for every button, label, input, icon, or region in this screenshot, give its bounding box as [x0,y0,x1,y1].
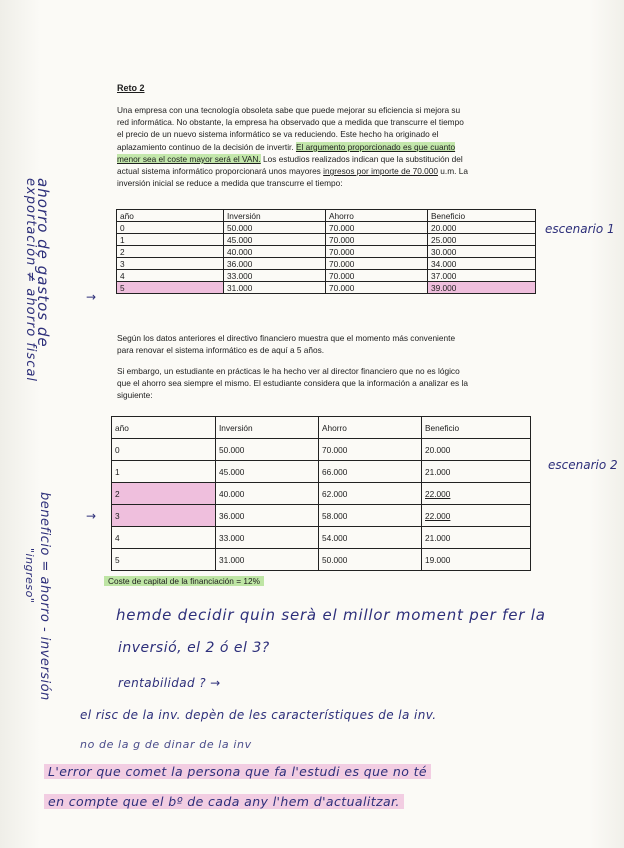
handwritten-line-7: en compte que el bº de cada any l'hem d'actualitzar. [44,794,404,809]
handwritten-line-5: no de la g de dinar de la inv [80,738,252,751]
table-cell: 50.000 [224,222,326,234]
table-cell: 39.000 [428,282,536,294]
table-cell: 50.000 [319,549,422,571]
header-cell: Inversión [216,417,319,439]
table-row [117,234,536,246]
table-cell: 70.000 [326,234,428,246]
header-cell: año [117,210,224,222]
table-cell: 25.000 [428,234,536,246]
side-note-2: exportación ≠ ahorro fiscal [23,178,38,383]
table-cell: 45.000 [216,461,319,483]
arrow-icon: → [86,509,97,523]
table-row [117,222,536,234]
table-cell: 21.000 [422,461,531,483]
handwritten-line-1: hemde decidir quin serà el millor moment per fer la [116,606,546,624]
table-cell: 20.000 [422,439,531,461]
intro-line-6c: u.m. La [438,166,468,177]
intro-line-2: red informática. No obstante, la empresa ha observado que a medida que transcurre el tiempo [117,117,464,128]
paragraph-line: siguiente: [117,390,153,401]
table-cell: 70.000 [326,282,428,294]
intro-line-4 [117,141,537,153]
table-cell: 2 [112,483,216,505]
table-row [117,246,536,258]
highlight-ingresos: ingresos por importe de 70.000 [323,166,438,177]
table-cell: 20.000 [428,222,536,234]
table-cell: 3 [112,505,216,527]
table-cell: 30.000 [428,246,536,258]
table-cell: 31.000 [216,549,319,571]
side-note-3: beneficio = ahorro - inversión [37,492,52,701]
capital-cost-note: Coste de capital de la financiación = 12% [104,576,264,586]
table-row [112,549,531,571]
table-row [117,282,536,294]
table-cell: 54.000 [319,527,422,549]
header-cell: Ahorro [319,417,422,439]
table-cell: 70.000 [326,258,428,270]
header-cell: Ahorro [326,210,428,222]
table-cell: 37.000 [428,270,536,282]
intro-line-1: Una empresa con una tecnología obsoleta sabe que puede mejorar su eficiencia si mejora su [117,105,461,115]
table-cell: 70.000 [326,222,428,234]
table-cell: 50.000 [216,439,319,461]
table-cell: 70.000 [326,246,428,258]
table-header-row [112,417,531,439]
paragraph-line: Si embargo, un estudiante en prácticas le ha hecho ver al director financiero que no es lógico [117,366,460,376]
table-cell: 33.000 [224,270,326,282]
table-cell: 36.000 [224,258,326,270]
table-cell: 40.000 [224,246,326,258]
table-row [112,439,531,461]
header-cell: Beneficio [422,417,531,439]
intro-line-6 [117,165,537,177]
intro-line-5b: Los estudios realizados indican que la substitución del [260,153,463,164]
margin-note-scenario-1: escenario 1 [545,222,615,236]
table-cell: 36.000 [216,505,319,527]
table-row [112,461,531,483]
table-cell: 0 [117,222,224,234]
document-title: Reto 2 [117,83,145,93]
table-scenario-2 [111,416,531,571]
table-cell: 70.000 [326,270,428,282]
paragraph-line: que el ahorro sea siempre el mismo. El estudiante considera que la información a analizar es la [117,378,468,389]
side-note-4: "ingreso" [23,548,36,604]
handwritten-line-2: inversió, el 2 ó el 3? [118,640,270,656]
paragraph-student [117,365,537,402]
paragraph-line: para renovar el sistema informático es de aquí a 5 años. [117,345,325,356]
intro-line-5 [117,153,537,165]
header-cell: Beneficio [428,210,536,222]
table-cell: 5 [112,549,216,571]
table-row [112,483,531,505]
table-cell: 4 [117,270,224,282]
handwritten-line-6: L'error que comet la persona que fa l'estudi es que no té [44,764,431,779]
table-cell: 4 [112,527,216,549]
table-cell: 2 [117,246,224,258]
highlight-van: menor sea el coste mayor será el VAN. [117,153,261,164]
table-header-row [117,210,536,222]
table-cell: 22.000 [422,483,531,505]
table-cell: 70.000 [319,439,422,461]
table-cell: 34.000 [428,258,536,270]
intro-line-3: el precio de un nuevo sistema informático se va reduciendo. Este hecho ha originado el [117,129,439,140]
handwritten-line-4: el risc de la inv. depèn de les característiques de la inv. [80,708,437,722]
table-cell: 22.000 [422,505,531,527]
table-row [117,270,536,282]
table-cell: 19.000 [422,549,531,571]
handwritten-line-3: rentabilidad ? → [118,676,221,690]
paragraph-director [117,332,537,356]
table-row [112,527,531,549]
side-note-1: ahorro de gastos de [34,178,52,348]
table-cell: 45.000 [224,234,326,246]
table-row [117,258,536,270]
table-cell: 31.000 [224,282,326,294]
table-cell: 66.000 [319,461,422,483]
table-cell: 40.000 [216,483,319,505]
intro-paragraph [117,104,537,189]
table-cell: 1 [112,461,216,483]
intro-line-4a: aplazamiento continuo de la decisión de invertir. [117,141,296,152]
paragraph-line: Según los datos anteriores el directivo financiero muestra que el momento más conveniente [117,333,456,343]
table-cell: 0 [112,439,216,461]
table-cell: 1 [117,234,224,246]
intro-line-7: inversión inicial se reduce a medida que transcurre el tiempo: [117,178,343,189]
table-cell: 58.000 [319,505,422,527]
table-cell: 33.000 [216,527,319,549]
header-cell: Inversión [224,210,326,222]
table-scenario-1 [116,209,536,294]
intro-line-6a: actual sistema informático proporcionará unos mayores [117,166,324,177]
header-cell: año [112,417,216,439]
table-row [112,505,531,527]
table-cell: 62.000 [319,483,422,505]
arrow-icon: → [86,290,97,304]
highlight-argument: El argumento proporcionado es que cuanto [295,141,456,152]
table-cell: 5 [117,282,224,294]
margin-note-scenario-2: escenario 2 [548,458,618,472]
table-cell: 3 [117,258,224,270]
table-cell: 21.000 [422,527,531,549]
